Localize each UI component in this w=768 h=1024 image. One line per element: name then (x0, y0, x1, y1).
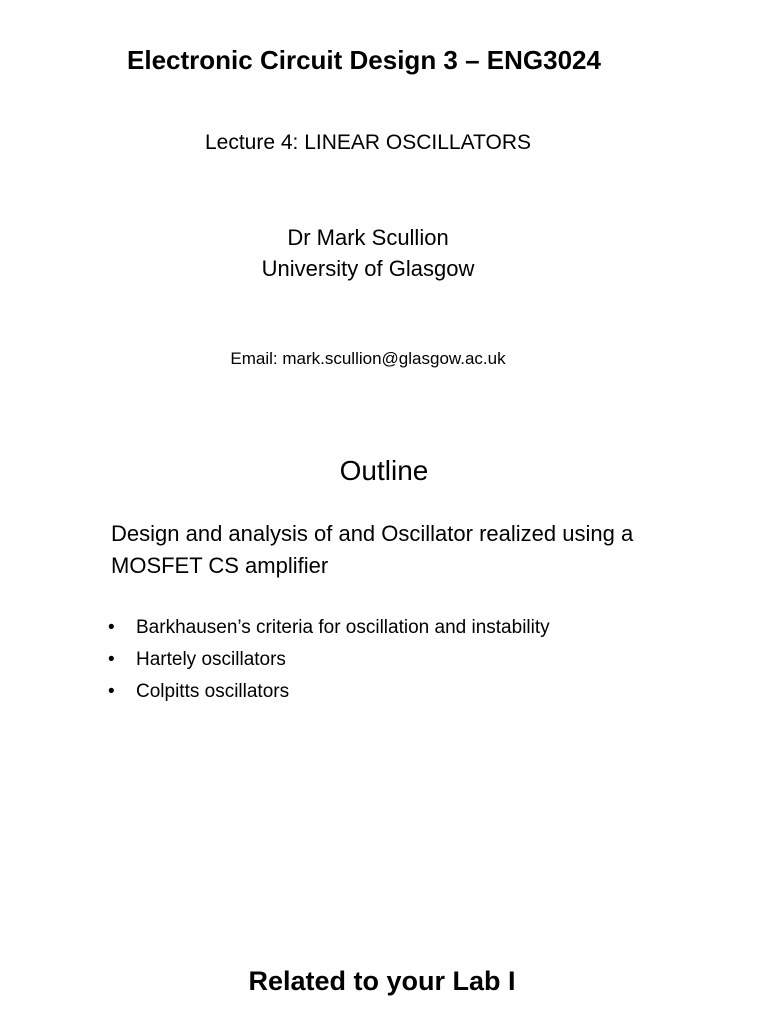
outline-heading: Outline (339, 455, 429, 486)
bullet-icon: • (108, 617, 115, 638)
lecture-subtitle: Lecture 4: LINEAR OSCILLATORS (204, 131, 532, 154)
author-affiliation: University of Glasgow (261, 256, 475, 281)
bullet-icon: • (108, 649, 115, 670)
author-block (0, 222, 736, 284)
outline-list (108, 612, 550, 708)
bullet-icon: • (108, 681, 115, 702)
author-email: Email: mark.scullion@glasgow.ac.uk (230, 349, 506, 368)
document-title: Electronic Circuit Design 3 – ENG3024 (127, 45, 601, 75)
related-lab-heading: Related to your Lab I (248, 966, 516, 996)
list-item (108, 644, 550, 676)
outline-intro: Design and analysis of and Oscillator realized using a MOSFET CS amplifier (111, 521, 634, 578)
list-item (108, 612, 550, 644)
list-item-text: Barkhausen’s criteria for oscillation and instability (136, 617, 550, 638)
author-name: Dr Mark Scullion (287, 225, 449, 250)
list-item (108, 676, 550, 708)
list-item-text: Colpitts oscillators (136, 681, 290, 702)
list-item-text: Hartely oscillators (136, 649, 286, 670)
